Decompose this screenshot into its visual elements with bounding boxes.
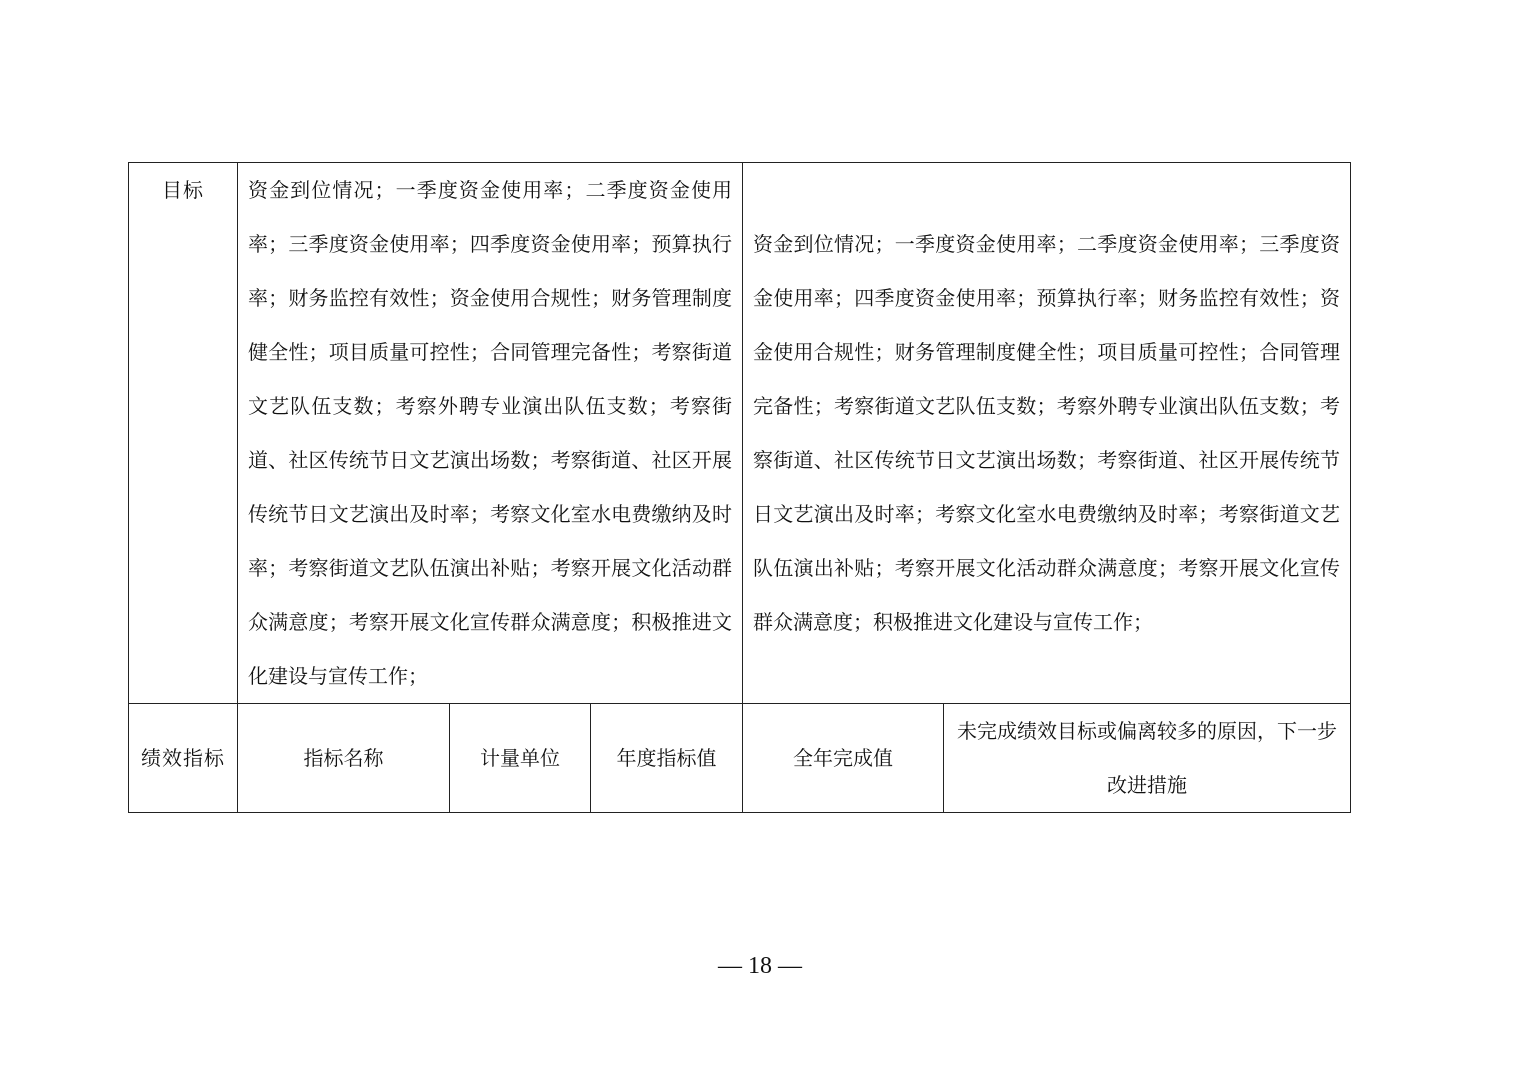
target-label: 目标 — [129, 163, 238, 704]
column-header-annual-completion: 全年完成值 — [743, 704, 944, 813]
column-header-reason: 未完成绩效目标或偏离较多的原因，下一步改进措施 — [944, 704, 1351, 813]
indicator-label: 绩效指标 — [129, 704, 238, 813]
performance-table — [128, 162, 1351, 813]
target-row — [129, 163, 1351, 704]
planned-target-text: 资金到位情况；一季度资金使用率；二季度资金使用率；三季度资金使用率；四季度资金使用率；预算执行率；财务监控有效性；资金使用合规性；财务管理制度健全性；项目质量可控性；合同管理完备性；考察街道文艺队伍支数；考察外聘专业演出队伍支数；考察街道、社区传统节日文艺演出场数；考察街道、社区开展传统节日文艺演出及时率；考察文化室水电费缴纳及时率；考察街道文艺队伍演出补贴；考察开展文化活动群众满意度；考察开展文化宣传群众满意度；积极推进文化建设与宣传工作； — [238, 163, 743, 704]
column-header-annual-target: 年度指标值 — [591, 704, 743, 813]
column-header-indicator-name: 指标名称 — [238, 704, 450, 813]
indicator-header-row — [129, 704, 1351, 813]
page-number: — 18 — — [718, 953, 802, 979]
column-header-unit: 计量单位 — [450, 704, 591, 813]
actual-target-text: 资金到位情况；一季度资金使用率；二季度资金使用率；三季度资金使用率；四季度资金使用率；预算执行率；财务监控有效性；资金使用合规性；财务管理制度健全性；项目质量可控性；合同管理完备性；考察街道文艺队伍支数；考察外聘专业演出队伍支数；考察街道、社区传统节日文艺演出场数；考察街道、社区开展传统节日文艺演出及时率；考察文化室水电费缴纳及时率；考察街道文艺队伍演出补贴；考察开展文化活动群众满意度；考察开展文化宣传群众满意度；积极推进文化建设与宣传工作； — [743, 163, 1351, 704]
